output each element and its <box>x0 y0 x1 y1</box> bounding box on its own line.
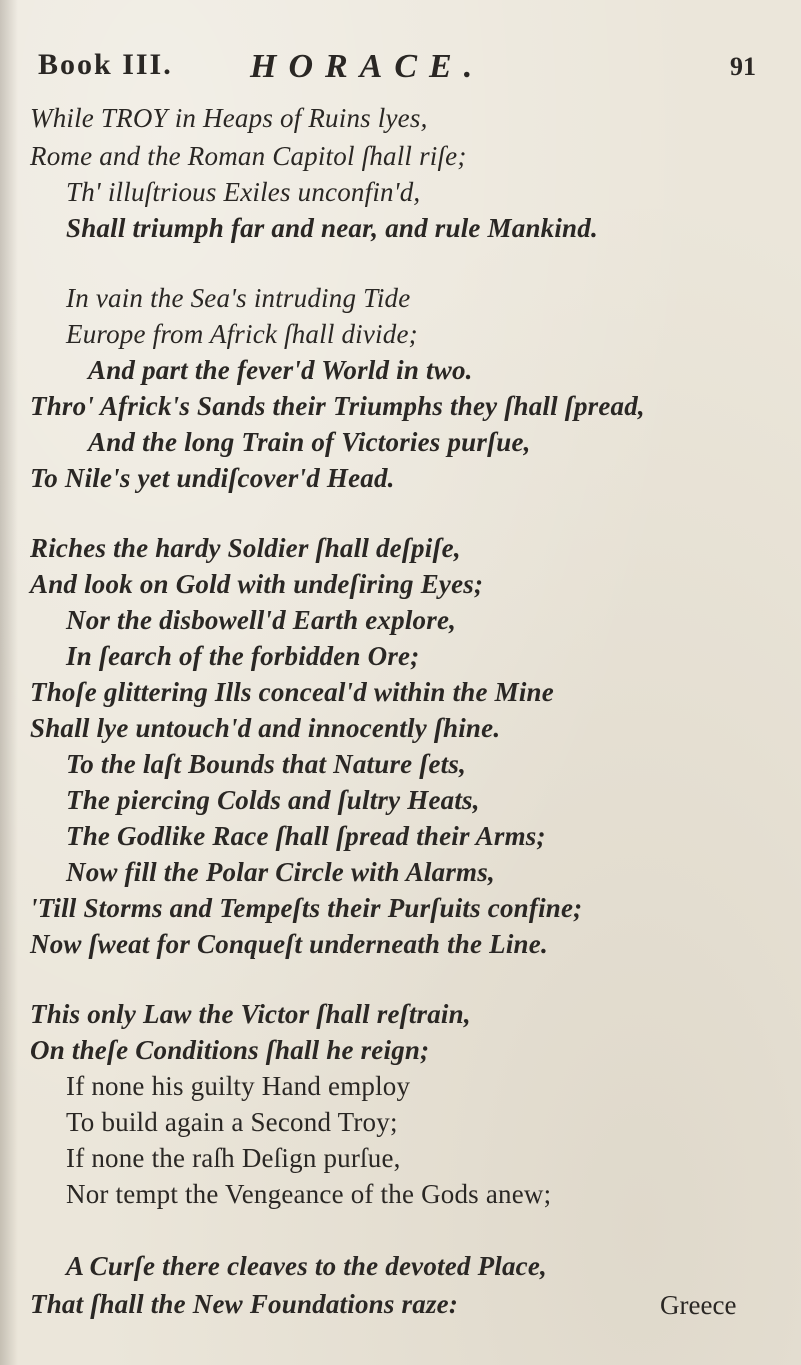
verse-line: A Curſe there cleaves to the devoted Place, <box>66 1251 547 1281</box>
verse-line: To the laſt Bounds that Nature ſets, <box>66 749 467 779</box>
verse-line: In vain the Sea's intruding Tide <box>66 283 411 313</box>
running-head-title: HORACE. <box>250 48 485 85</box>
verse-line: And part the fever'd World in two. <box>88 355 473 385</box>
verse-line: Shall triumph far and near, and rule Mankind. <box>66 213 598 243</box>
verse-line: Th' illuſtrious Exiles unconfin'd, <box>66 177 421 207</box>
verse-line: The piercing Colds and ſultry Heats, <box>66 785 480 815</box>
verse-line: To build again a Second Troy; <box>66 1107 398 1137</box>
verse-line: This only Law the Victor ſhall reſtrain, <box>30 999 471 1029</box>
verse-line: Nor the disbowell'd Earth explore, <box>66 605 457 635</box>
verse-line: If none the raſh Deſign purſue, <box>66 1143 401 1173</box>
verse-line: And the long Train of Victories purſue, <box>88 427 531 457</box>
verse-line: Now fill the Polar Circle with Alarms, <box>66 857 495 887</box>
verse-line: Riches the hardy Soldier ſhall deſpiſe, <box>30 533 461 563</box>
verse-line: 'Till Storms and Tempeſts their Purſuits confine; <box>30 893 583 923</box>
verse-line: Thoſe glittering Ills conceal'd within the Mine <box>30 677 554 707</box>
verse-line: To Nile's yet undiſcover'd Head. <box>30 463 395 493</box>
verse-line: Nor tempt the Vengeance of the Gods anew; <box>66 1179 552 1209</box>
verse-line: On theſe Conditions ſhall he reign; <box>30 1035 430 1065</box>
verse-line: Shall lye untouch'd and innocently ſhine. <box>30 713 501 743</box>
catchword: Greece <box>660 1290 737 1320</box>
verse-line: Thro' Africk's Sands their Triumphs they ſhall ſpread, <box>30 391 645 421</box>
verse-line: If none his guilty Hand employ <box>66 1071 411 1101</box>
verse-line: While TROY in Heaps of Ruins lyes, <box>30 103 428 133</box>
verse-line: In ſearch of the forbidden Ore; <box>66 641 420 671</box>
verse-line: Now ſweat for Conqueſt underneath the Line. <box>30 929 548 959</box>
binding-shadow <box>0 0 18 1365</box>
verse-line: Rome and the Roman Capitol ſhall riſe; <box>30 141 467 171</box>
verse-line: And look on Gold with undeſiring Eyes; <box>30 569 484 599</box>
page-number: 91 <box>730 52 756 81</box>
verse-line: That ſhall the New Foundations raze: <box>30 1289 459 1319</box>
verse-line: Europe from Africk ſhall divide; <box>66 319 418 349</box>
running-head-book: Book III. <box>38 48 173 81</box>
verse-line: The Godlike Race ſhall ſpread their Arms; <box>66 821 546 851</box>
